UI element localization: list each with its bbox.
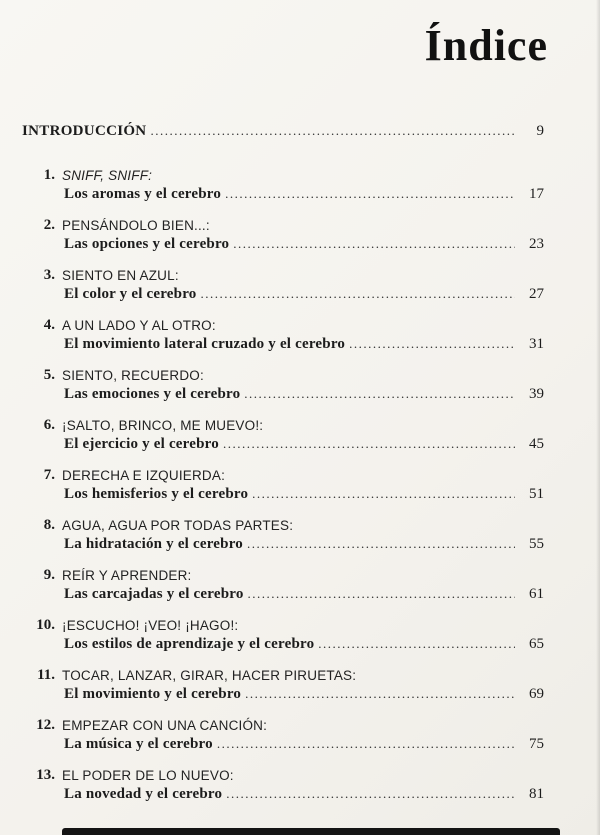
entry-number: 3. [43,267,55,283]
toc-entry [22,716,544,753]
entry-title: SIENTO, RECUERDO: [62,368,204,383]
toc-entry [22,766,544,803]
entry-title: TOCAR, LANZAR, GIRAR, HACER PIRUETAS: [62,668,357,683]
toc-entry [22,566,544,603]
toc-entry [22,166,544,203]
dot-leader [318,635,515,653]
page-title: Índice [424,21,548,70]
page-number: 17 [529,186,544,202]
page-number: 55 [529,536,544,552]
dot-leader [223,435,515,453]
toc-entry [22,466,544,503]
dot-leader [233,235,515,253]
toc-entry [22,516,544,553]
intro-label: INTRODUCCIÓN [22,123,147,139]
dot-leader [247,535,515,553]
dot-leader [150,123,515,139]
dot-leader [201,285,516,303]
toc-entry [22,666,544,703]
page-number: 51 [529,486,544,502]
entry-subtitle: Las opciones y el cerebro [64,236,230,252]
entry-title: SIENTO EN AZUL: [62,268,179,283]
entry-title: PENSÁNDOLO BIEN...: [62,218,210,233]
toc-entry [22,616,544,653]
entry-subtitle: Los hemisferios y el cerebro [64,486,249,502]
entry-title: EMPEZAR CON UNA CANCIÓN: [62,718,268,733]
page-number: 61 [529,586,544,602]
entry-number: 1. [43,167,55,183]
entry-number: 13. [36,767,55,783]
bottom-scan-bar [62,828,560,835]
entry-number: 7. [43,467,55,483]
entry-subtitle: Las carcajadas y el cerebro [64,586,244,602]
entry-number: 2. [43,217,55,233]
entry-number: 10. [36,617,55,633]
page-number: 45 [529,436,544,452]
dot-leader [245,685,515,703]
entry-title: ¡SALTO, BRINCO, ME MUEVO!: [62,418,264,433]
entry-number: 12. [36,717,55,733]
entry-title: DERECHA E IZQUIERDA: [62,468,226,483]
dot-leader [225,185,515,203]
entry-number: 4. [43,317,55,333]
entry-subtitle: El color y el cerebro [64,286,197,302]
page-number: 65 [529,636,544,652]
toc-entry [22,366,544,403]
scan-edge-shadow [596,0,600,835]
entry-title: A UN LADO Y AL OTRO: [62,318,216,333]
dot-leader [349,335,515,353]
entry-number: 6. [43,417,55,433]
page-number: 23 [529,236,544,252]
entry-subtitle: La novedad y el cerebro [64,786,223,802]
toc-entry [22,316,544,353]
entry-number: 5. [43,367,55,383]
entry-title: AGUA, AGUA POR TODAS PARTES: [62,518,294,533]
toc-entry [22,216,544,253]
entry-subtitle: Los aromas y el cerebro [64,186,222,202]
dot-leader [217,735,515,753]
toc-entry [22,416,544,453]
entry-number: 9. [43,567,55,583]
entry-title: ¡ESCUCHO! ¡VEO! ¡HAGO!: [62,618,239,633]
entry-subtitle: Los estilos de aprendizaje y el cerebro [64,636,315,652]
page-number: 39 [529,386,544,402]
dot-leader [226,785,515,803]
dot-leader [252,485,515,503]
entry-title: EL PODER DE LO NUEVO: [62,768,234,783]
table-of-contents [0,71,600,803]
entry-title: REÍR Y APRENDER: [62,568,192,583]
entry-subtitle: El ejercicio y el cerebro [64,436,219,452]
page-number: 9 [536,123,544,139]
entry-subtitle: La música y el cerebro [64,736,213,752]
entry-subtitle: La hidratación y el cerebro [64,536,243,552]
entry-subtitle: El movimiento lateral cruzado y el cerebro [64,336,346,352]
dot-leader [248,585,515,603]
entry-subtitle: Las emociones y el cerebro [64,386,241,402]
toc-entry [22,266,544,303]
page-number: 31 [529,336,544,352]
page-number: 27 [529,286,544,302]
page-number: 75 [529,736,544,752]
dot-leader [244,385,515,403]
entry-number: 8. [43,517,55,533]
toc-intro-row [22,123,544,140]
entry-subtitle: El movimiento y el cerebro [64,686,242,702]
page-number: 81 [529,786,544,802]
page-number: 69 [529,686,544,702]
entry-number: 11. [37,667,55,683]
entry-title: SNIFF, SNIFF: [62,168,153,183]
